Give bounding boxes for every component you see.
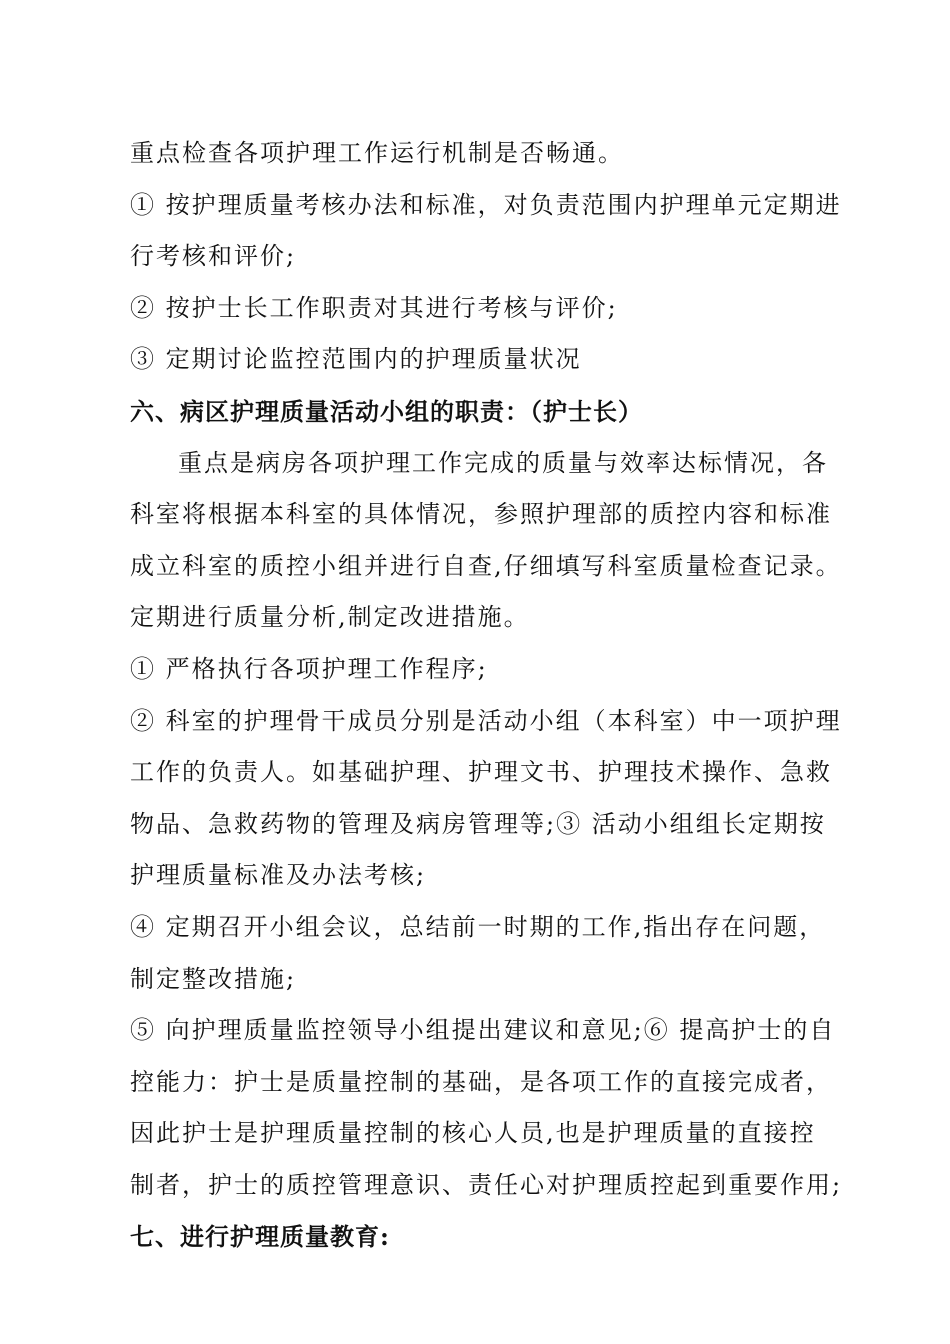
section-heading: 七、进行护理质量教育: (130, 1222, 390, 1252)
list-item-line: ① 严格执行各项护理工作程序; (130, 654, 488, 683)
paragraph-line: 控能力：护士是质量控制的基础，是各项工作的直接完成者， (130, 1067, 832, 1096)
paragraph-line: 重点是病房各项护理工作完成的质量与效率达标情况，各 (178, 448, 828, 477)
list-item-line: ① 按护理质量考核办法和标准，对负责范围内护理单元定期进 (130, 190, 842, 219)
paragraph-line: 行考核和评价; (130, 242, 297, 271)
list-item-line: ⑤ 向护理质量监控领导小组提出建议和意见;⑥ 提高护士的自 (130, 1016, 836, 1045)
list-item-line: ③ 定期讨论监控范围内的护理质量状况 (130, 345, 582, 374)
paragraph-line: 护理质量标准及办法考核; (130, 861, 427, 890)
paragraph-line: 制者，护士的质控管理意识、责任心对护理质控起到重要作用; (130, 1170, 843, 1199)
paragraph-line: 物品、急救药物的管理及病房管理等;③ 活动小组组长定期按 (130, 809, 826, 838)
paragraph-line: 重点检查各项护理工作运行机制是否畅通。 (130, 139, 624, 167)
document-body (130, 128, 843, 1263)
list-item-line: ④ 定期召开小组会议，总结前一时期的工作,指出存在问题， (130, 912, 826, 941)
section-heading: 六、病区护理质量活动小组的职责：（护士长） (130, 396, 643, 426)
list-item-line: ② 科室的护理骨干成员分别是活动小组（本科室）中一项护理 (130, 706, 842, 735)
paragraph-line: 成立科室的质控小组并进行自查,仔细填写科室质量检查记录。 (130, 551, 842, 580)
paragraph-line: 工作的负责人。如基础护理、护理文书、护理技术操作、急救 (130, 758, 832, 787)
paragraph-line: 因此护士是护理质量控制的核心人员,也是护理质量的直接控 (130, 1119, 816, 1148)
paragraph-line: 科室将根据本科室的具体情况，参照护理部的质控内容和标准 (130, 500, 832, 529)
list-item-line: ② 按护士长工作职责对其进行考核与评价; (130, 293, 618, 322)
paragraph-line: 定期进行质量分析,制定改进措施。 (130, 603, 530, 632)
paragraph-line: 制定整改措施; (130, 964, 297, 993)
